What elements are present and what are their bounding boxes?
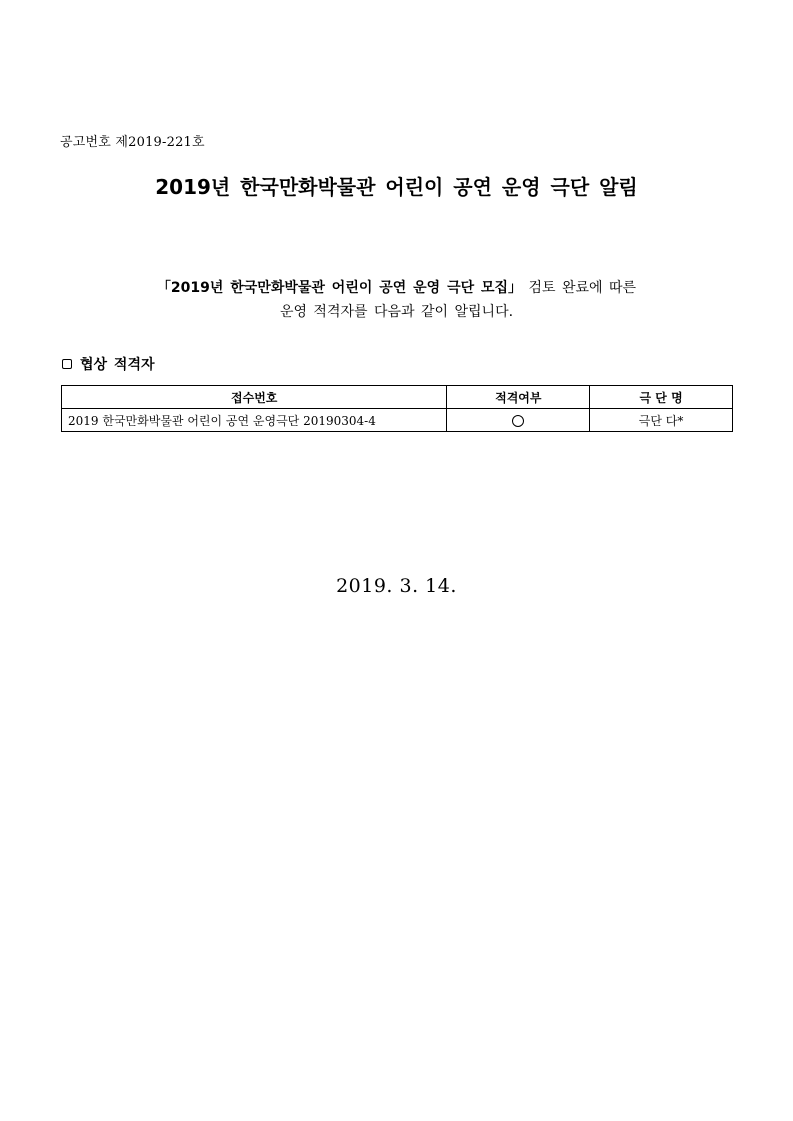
header-qualification: 적격여부 [447,386,590,409]
page-title: 2019년 한국만화박물관 어린이 공연 운영 극단 알림 [155,175,638,199]
intro-paragraph [0,276,793,324]
notice-number: 공고번호 제2019-221호 [60,135,205,150]
header-troupe-name: 극 단 명 [590,386,733,409]
table-header-row [62,386,733,409]
section-heading-label: 협상 적격자 [80,357,155,373]
recruitment-name: 「2019년 한국만화박물관 어린이 공연 운영 극단 모집」 [156,280,523,296]
intro-line-2: 운영 적격자를 다음과 같이 알립니다. [279,304,514,320]
checkbox-icon [62,359,72,369]
cell-qualification [447,409,590,432]
cell-receipt-number: 2019 한국만화박물관 어린이 공연 운영극단 20190304-4 [62,409,447,432]
cell-troupe-name: 극단 다* [590,409,733,432]
results-table [61,385,733,432]
table-row [62,409,733,432]
intro-line-1-rest: 검토 완료에 따른 [522,280,637,296]
circle-icon [512,415,524,427]
notice-date: 2019. 3. 14. [336,575,457,597]
section-heading [62,354,155,374]
intro-line-1 [0,276,793,300]
header-receipt-number: 접수번호 [62,386,447,409]
